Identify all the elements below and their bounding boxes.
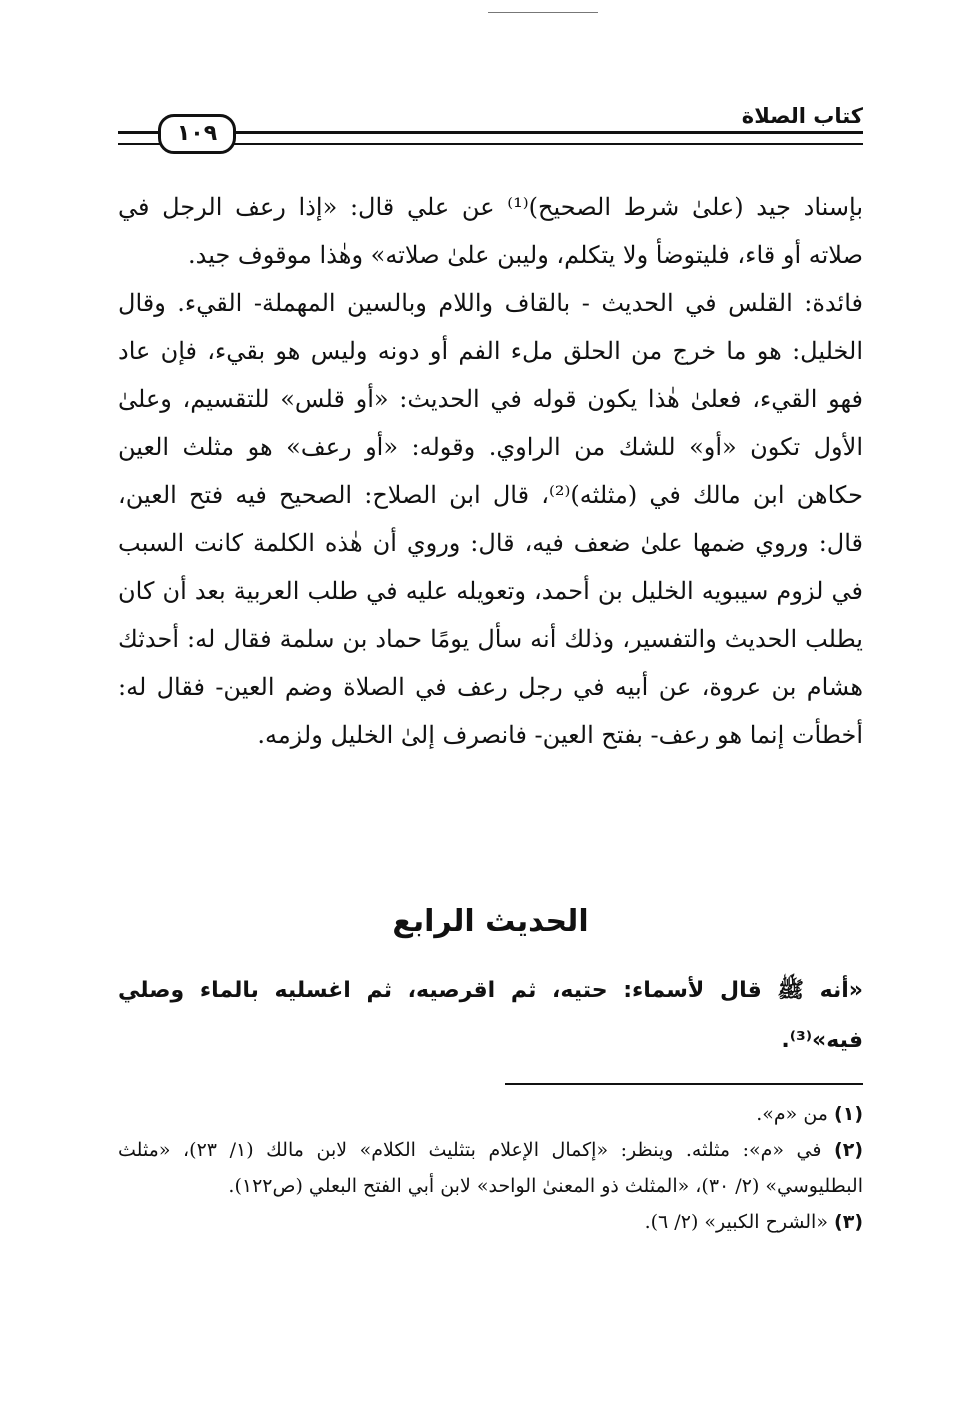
paragraph: بإسناد جيد (علىٰ شرط الصحيح)⁽¹⁾ عن علي قال: «إذا رعف الرجل في صلاته أو قاء، فليتوضأ ولا يتكلم، وليبن علىٰ صلاته» وهٰذا موقوف جيد.	[118, 193, 863, 269]
section-title: الحديث الرابع	[392, 904, 589, 939]
footnote-item	[118, 1204, 863, 1240]
footnote-text: من «م».	[756, 1103, 828, 1125]
page-number: ١٠٩	[158, 114, 236, 154]
footnote-text: في «م»: مثلثه. وينظر: «إكمال الإعلام بتثليث الكلام» لابن مالك (١/ ٢٣)، «مثلث البطليوسي» (٢/ ٣٠)، «المثلث ذو المعنىٰ الواحد» لابن أبي الفتح البعلي (ص١٢٢).	[118, 1139, 863, 1197]
footnote-number: (١)	[834, 1103, 863, 1125]
footnote-number: (٣)	[834, 1211, 863, 1233]
footnote-separator	[505, 1083, 863, 1085]
paragraph: فائدة: القلس في الحديث - بالقاف واللام وبالسين المهملة- القيء. وقال الخليل: هو ما خرج من الحلق ملء الفم أو دونه وليس هو بقيء، فإن عاد فهو القيء، فعلىٰ هٰذا يكون قوله في الحديث: «أو قلس» للتقسيم، وعلىٰ الأول تكون «أو» للشك من الراوي. وقوله: «أو رعف» هو مثلث العين حكاهن ابن مالك في (مثلثه)⁽²⁾، قال ابن الصلاح: الصحيح فيه فتح العين، قال: وروي ضمها علىٰ ضعف فيه، قال: وروي أن هٰذه الكلمة كانت السبب في لزوم سيبويه الخليل بن أحمد، وتعويله عليه في طلب العربية بعد أن كان يطلب الحديث والتفسير، وذلك أنه سأل يومًا حماد بن سلمة فقال له: أحدثك هشام بن عروة، عن أبيه في رجل رعف في الصلاة وضم العين- فقال له: أخطأت إنما هو رعف- بفتح العين- فانصرف إلىٰ الخليل ولزمه.	[118, 289, 863, 749]
hadith-text: «أنه ﷺ قال لأسماء: حتيه، ثم اقرصيه، ثم اغسليه بالماء وصلي فيه»⁽³⁾.	[118, 978, 863, 1053]
footnote-item	[118, 1096, 863, 1132]
top-rule	[488, 12, 598, 13]
footnotes	[118, 1096, 863, 1240]
running-title: كتاب الصلاة	[741, 104, 863, 128]
page-header	[118, 104, 863, 150]
footnote-item	[118, 1132, 863, 1204]
footnote-number: (٢)	[834, 1139, 864, 1161]
footnote-text: «الشرح الكبير» (٢/ ٦).	[644, 1211, 828, 1233]
main-text	[118, 183, 863, 759]
